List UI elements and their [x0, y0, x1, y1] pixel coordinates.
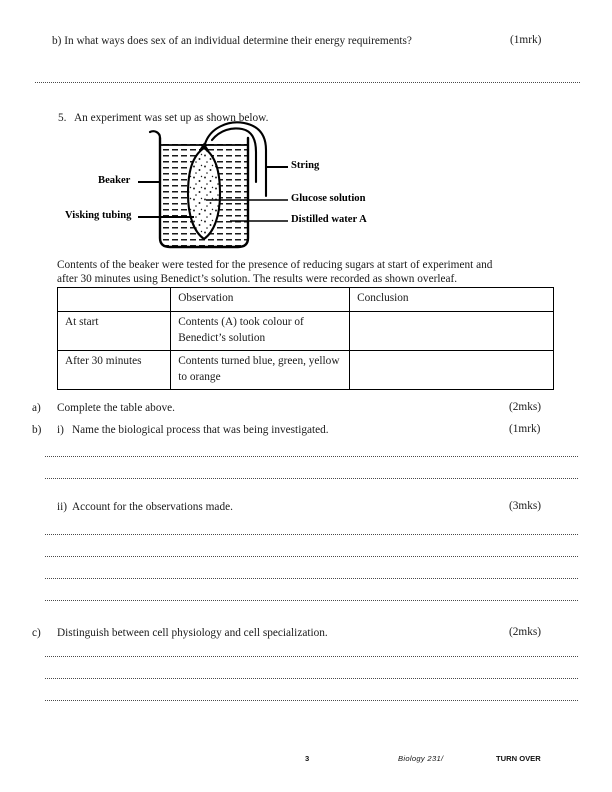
part-b-ii-text: Account for the observations made.	[72, 501, 233, 513]
question-4b-text: b) In what ways does sex of an individual determine their energy requirements?	[52, 35, 412, 47]
table-header-row	[58, 288, 554, 312]
answer-line[interactable]	[35, 81, 580, 83]
turn-over-label: TURN OVER	[496, 754, 541, 763]
table-header-observation: Observation	[171, 288, 350, 312]
subject-code: Biology 231/	[398, 754, 444, 763]
answer-line[interactable]	[45, 577, 578, 579]
part-b-i-marks: (1mrk)	[509, 423, 541, 435]
table-header-blank	[58, 288, 171, 312]
table-row	[58, 312, 554, 351]
part-c-text: Distinguish between cell physiology and cell specialization.	[57, 627, 328, 639]
diagram-label-visking-tubing: Visking tubing	[65, 210, 132, 221]
part-c-marks: (2mks)	[509, 626, 542, 638]
results-table	[57, 287, 554, 390]
part-b-ii-marks: (3mks)	[509, 500, 542, 512]
table-cell-conclusion-at-start[interactable]	[350, 312, 554, 351]
answer-line[interactable]	[45, 699, 578, 701]
table-cell-conclusion-after-30-minutes[interactable]	[350, 351, 554, 390]
question-4b-marks: (1mrk)	[510, 34, 542, 46]
table-cell-observation-after-30-minutes: Contents turned blue, green, yellow to orange	[171, 351, 350, 390]
answer-line[interactable]	[45, 555, 578, 557]
answer-line[interactable]	[45, 599, 578, 601]
table-cell-label-at-start: At start	[58, 312, 171, 351]
part-a-marks: (2mks)	[509, 401, 542, 413]
diagram-label-beaker: Beaker	[98, 175, 131, 186]
table-cell-observation-at-start: Contents (A) took colour of Benedict’s solution	[171, 312, 350, 351]
part-b-marker: b)	[32, 424, 42, 436]
diagram-label-distilled-water: Distilled water A	[291, 214, 367, 225]
question-5-stem: An experiment was set up as shown below.	[74, 112, 269, 124]
table-row	[58, 351, 554, 390]
table-header-conclusion: Conclusion	[350, 288, 554, 312]
question-5-paragraph-line2: after 30 minutes using Benedict’s solution. The results were recorded as shown overleaf.	[57, 273, 458, 285]
part-b-ii-sub-marker: ii)	[57, 501, 68, 513]
part-b-i-text: Name the biological process that was being investigated.	[72, 424, 329, 436]
beaker-spout	[150, 131, 160, 138]
beaker-diagram-svg	[60, 120, 460, 255]
experiment-diagram	[60, 120, 460, 255]
part-a-marker: a)	[32, 402, 41, 414]
answer-line[interactable]	[45, 477, 578, 479]
diagram-label-glucose-solution: Glucose solution	[291, 193, 366, 204]
question-5-number: 5.	[58, 112, 67, 124]
table-cell-label-after-30-minutes: After 30 minutes	[58, 351, 171, 390]
part-b-i-sub-marker: i)	[57, 424, 64, 436]
answer-line[interactable]	[45, 677, 578, 679]
question-5-paragraph-line1: Contents of the beaker were tested for the presence of reducing sugars at start of experiment and	[57, 259, 493, 271]
part-c-marker: c)	[32, 627, 41, 639]
page-number: 3	[305, 754, 310, 763]
answer-line[interactable]	[45, 455, 578, 457]
part-a-text: Complete the table above.	[57, 402, 175, 414]
diagram-label-string: String	[291, 160, 320, 171]
answer-line[interactable]	[45, 655, 578, 657]
answer-line[interactable]	[45, 533, 578, 535]
